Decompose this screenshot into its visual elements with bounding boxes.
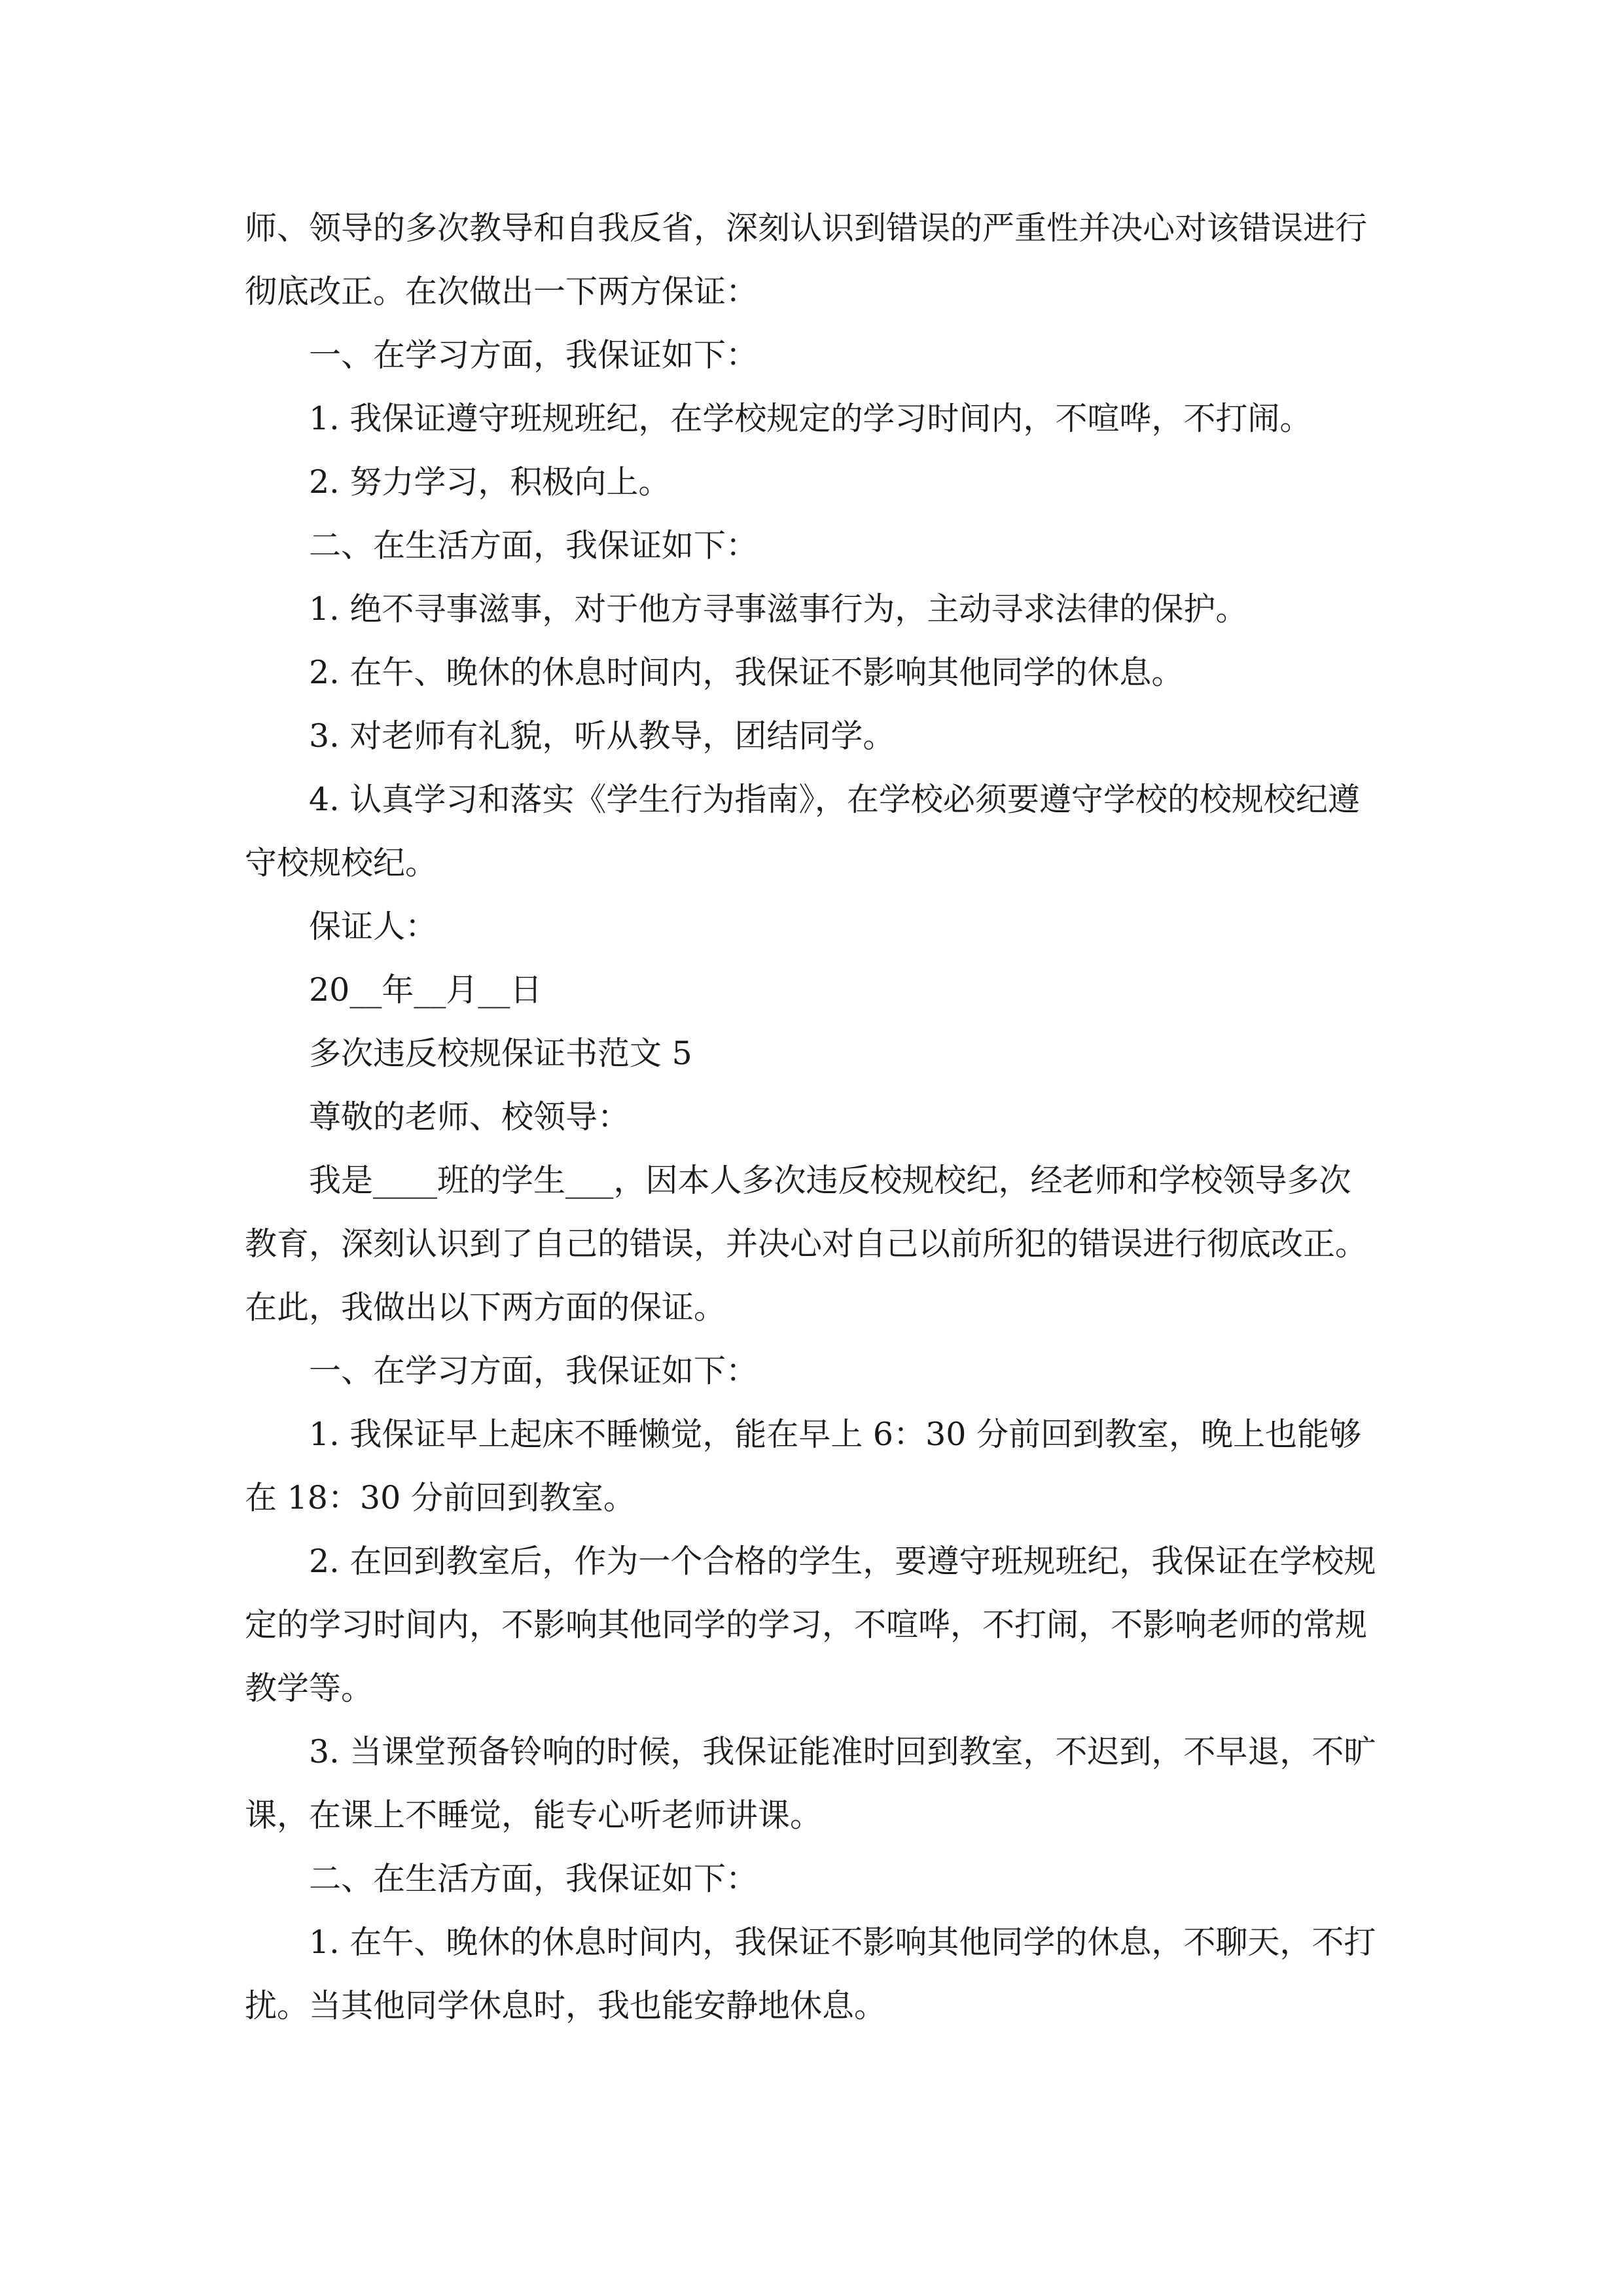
document-body bbox=[245, 196, 1381, 2037]
list-item: 3. 对老师有礼貌，听从教导，团结同学。 bbox=[309, 717, 895, 755]
guarantor-label: 保证人： bbox=[309, 908, 438, 945]
list-item: 2. 在回到教室后，作为一个合格的学生，要遵守班规班纪，我保证在学校规定的学习时间内，不影响其他同学的学习，不喧哗，不打闹，不影响老师的常规教学等。 bbox=[245, 1543, 1376, 1707]
list-item: 2. 在午、晚休的休息时间内，我保证不影响其他同学的休息。 bbox=[309, 654, 1184, 691]
list-item: 4. 认真学习和落实《学生行为指南》，在学校必须要遵守学校的校规校纪遵守校规校纪。 bbox=[245, 781, 1360, 882]
list-item: 2. 努力学习，积极向上。 bbox=[309, 463, 671, 501]
section-heading-study: 一、在学习方面，我保证如下： bbox=[309, 1352, 758, 1390]
list-item: 3. 当课堂预备铃响的时候，我保证能准时回到教室，不迟到，不早退，不旷课，在课上不睡觉，能专心听老师讲课。 bbox=[245, 1733, 1376, 1834]
list-item: 1. 在午、晚休的休息时间内，我保证不影响其他同学的休息，不聊天，不打扰。当其他同学休息时，我也能安静地休息。 bbox=[245, 1924, 1376, 2024]
section-heading-life: 二、在生活方面，我保证如下： bbox=[309, 1860, 758, 1897]
date-line: 20__年__月__日 bbox=[309, 971, 543, 1009]
list-item: 1. 我保证早上起床不睡懒觉，能在早上 6：30 分前回到教室，晚上也能够在 18：30 分前回到教室。 bbox=[245, 1416, 1362, 1516]
salutation: 尊敬的老师、校领导： bbox=[309, 1098, 630, 1136]
list-item: 1. 绝不寻事滋事，对于他方寻事滋事行为，主动寻求法律的保护。 bbox=[309, 590, 1248, 628]
paragraph: 师、领导的多次教导和自我反省，深刻认识到错误的严重性并决心对该错误进行彻底改正。在次做出一下两方保证： bbox=[245, 209, 1368, 310]
sample-title: 多次违反校规保证书范文 5 bbox=[309, 1035, 692, 1072]
section-heading-study: 一、在学习方面，我保证如下： bbox=[309, 336, 758, 374]
list-item: 1. 我保证遵守班规班纪，在学校规定的学习时间内，不喧哗，不打闹。 bbox=[309, 400, 1312, 437]
section-heading-life: 二、在生活方面，我保证如下： bbox=[309, 527, 758, 564]
paragraph: 我是____班的学生___，因本人多次违反校规校纪，经老师和学校领导多次教育，深刻认识到了自己的错误，并决心对自己以前所犯的错误进行彻底改正。在此，我做出以下两方面的保证。 bbox=[245, 1162, 1368, 1326]
